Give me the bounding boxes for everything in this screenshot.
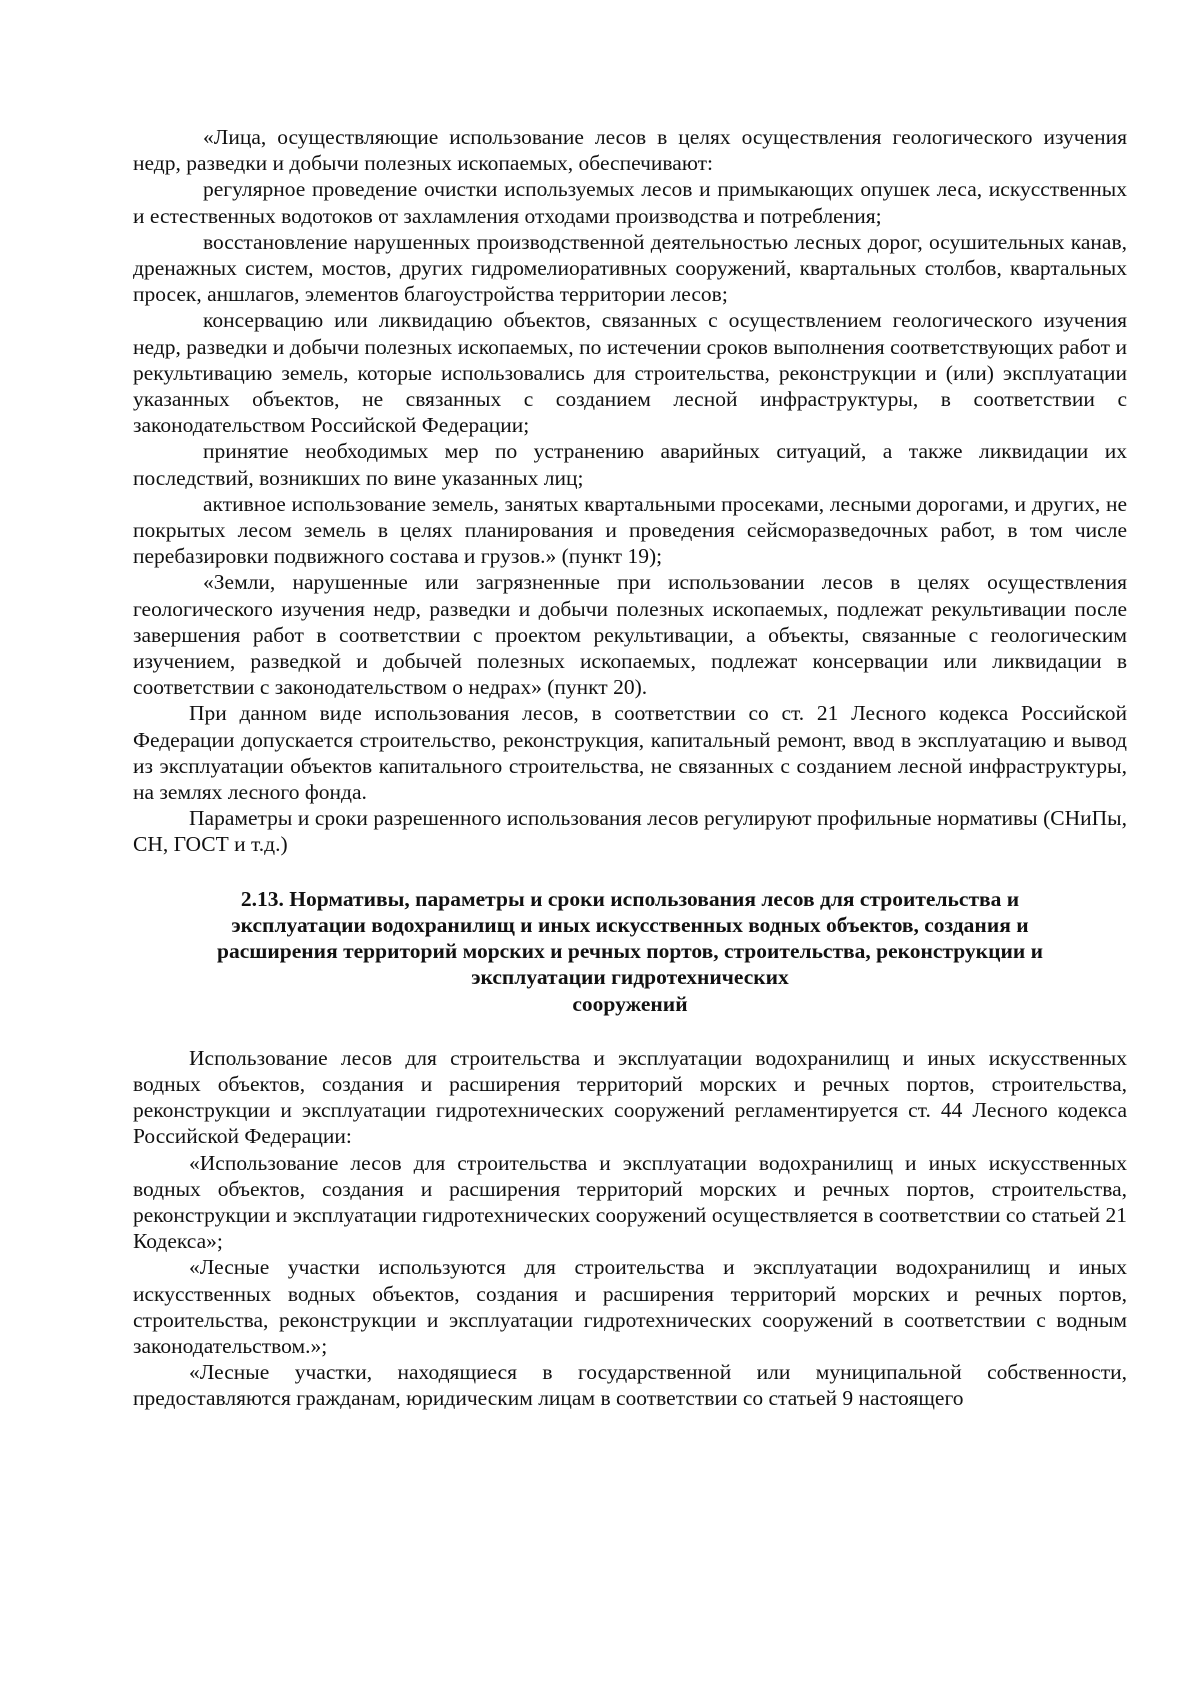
paragraph-water-legislation: «Лесные участки используются для строительства и эксплуатации водохранилищ и иных искусственных водных объектов, создания и расширения территорий морских и речных портов, строительства, реконструкции и эксплуатации гидротехнических сооружений в соответствии с водным законодательством.»; (133, 1255, 1127, 1358)
paragraph-reclamation: «Земли, нарушенные или загрязненные при использовании лесов в целях осуществления геологического изучения недр, разведки и добычи полезных ископаемых, подлежат рекультивации после завершения работ в соответствии с проектом рекультивации, а объекты, связанные с геологическим изучением, разведкой и добычей полезных ископаемых, подлежат консервации или ликвидации в соответствии с законодательством о недрах» (пункт 20). (133, 570, 1127, 700)
paragraph-cleaning: регулярное проведение очистки используемых лесов и примыкающих опушек леса, искусственных и естественных водотоков от захламления отходами производства и потребления; (133, 177, 1127, 228)
heading-line: расширения территорий морских и речных портов, строительства, реконструкции и (217, 939, 1043, 964)
paragraph-reservoirs-use: Использование лесов для строительства и эксплуатации водохранилищ и иных искусственных водных объектов, создания и расширения территорий морских и речных портов, строительства, реконструкции и эксплуатации гидротехнических сооружений регламентируется ст. 44 Лесного кодекса Российской Федерации: (133, 1045, 1127, 1149)
heading-line: сооружений (572, 991, 688, 1016)
paragraph-article-21-reference: «Использование лесов для строительства и эксплуатации водохранилищ и иных искусственных водных объектов, создания и расширения территорий морских и речных портов, строительства, реконструкции и эксплуатации гидротехнических сооружений осуществляется в соответствии со статьей 21 Кодекса»; (133, 1150, 1127, 1254)
heading-line: эксплуатации гидротехнических (471, 965, 789, 990)
heading-line: эксплуатации водохранилищ и иных искусственных водных объектов, создания и (231, 912, 1029, 937)
paragraph-restoration: восстановление нарушенных производственной деятельностью лесных дорог, осушительных канав, дренажных систем, мостов, других гидромелиоративных сооружений, квартальных столбов, квартальных просек, аншлагов, элементов благоустройства территории лесов; (133, 229, 1127, 307)
paragraph-construction-permitted: При данном виде использования лесов, в соответствии со ст. 21 Лесного кодекса Российской Федерации допускается строительство, реконструкция, капитальный ремонт, ввод в эксплуатацию и вывод из эксплуатации объектов капитального строительства, не связанных с созданием лесной инфраструктуры, на землях лесного фонда. (133, 701, 1127, 805)
paragraph-norms-regulation: Параметры и сроки разрешенного использования лесов регулируют профильные нормативы (СНиПы, СН, ГОСТ и т.д.) (133, 806, 1127, 857)
document-page (133, 124, 1127, 1412)
heading-line: 2.13. Нормативы, параметры и сроки использования лесов для строительства и (240, 886, 1020, 911)
section-heading-2-13 (133, 886, 1127, 1017)
paragraph-emergency-measures: принятие необходимых мер по устранению аварийных ситуаций, а также ликвидации их последствий, возникших по вине указанных лиц; (133, 439, 1127, 490)
paragraph-active-land-use: активное использование земель, занятых квартальными просеками, лесными дорогами, и других, не покрытых лесом земель в целях планирования и проведения сейсморазведочных работ, в том числе перебазировки подвижного состава и грузов.» (пункт 19); (133, 491, 1127, 569)
paragraph-forest-users-obligations: «Лица, осуществляющие использование лесов в целях осуществления геологического изучения недр, разведки и добычи полезных ископаемых, обеспечивают: (133, 125, 1127, 176)
paragraph-land-plots-provision: «Лесные участки, находящиеся в государственной или муниципальной собственности, предоставляются гражданам, юридическим лицам в соответствии со статьей 9 настоящего (133, 1360, 1127, 1411)
paragraph-conservation: консервацию или ликвидацию объектов, связанных с осуществлением геологического изучения недр, разведки и добычи полезных ископаемых, по истечении сроков выполнения соответствующих работ и рекультивацию земель, которые использовались для строительства, реконструкции и (или) эксплуатации указанных объектов, не связанных с созданием лесной инфраструктуры, в соответствии с законодательством Российской Федерации; (133, 308, 1127, 438)
